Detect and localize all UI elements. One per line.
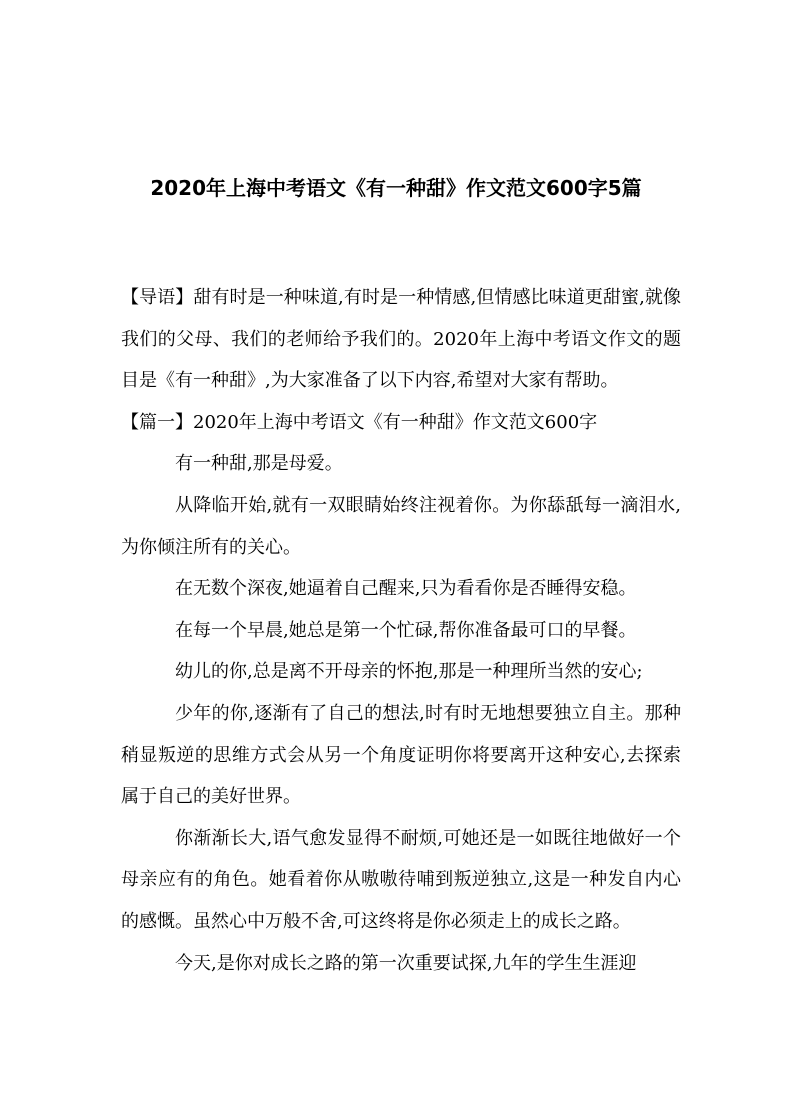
body-paragraph: 你渐渐长大,语气愈发显得不耐烦,可她还是一如既往地做好一个母亲应有的角色。她看着你从嗷嗷待哺到叛逆独立,这是一种发自内心的感慨。虽然心中万般不舍,可这终将是你必须走上的成长之路。 (121, 827, 681, 932)
page-title: 2020年上海中考语文《有一种甜》作文范文600字5篇 (150, 176, 642, 200)
body-paragraph: 有一种甜,那是母爱。 (175, 453, 343, 475)
body-paragraph: 在无数个深夜,她逼着自己醒来,只为看看你是否睡得安稳。 (175, 578, 637, 600)
body-paragraph: 在每一个早晨,她总是第一个忙碌,帮你准备最可口的早餐。 (175, 619, 637, 641)
body-paragraph: 幼儿的你,总是离不开母亲的怀抱,那是一种理所当然的安心; (175, 661, 643, 683)
body-paragraph: 少年的你,逐渐有了自己的想法,时有时无地想要独立自主。那种稍显叛逆的思维方式会从另一个角度证明你将要离开这种安心,去探索属于自己的美好世界。 (121, 702, 681, 808)
intro-paragraph: 【导语】甜有时是一种味道,有时是一种情感,但情感比味道更甜蜜,就像我们的父母、我们的老师给予我们的。2020年上海中考语文作文的题目是《有一种甜》,为大家准备了以下内容,希望对大家有帮助。 (121, 287, 681, 392)
body-paragraph: 今天,是你对成长之路的第一次重要试探,九年的学生生涯迎 (175, 952, 637, 974)
article-body (121, 277, 681, 984)
body-paragraph: 从降临开始,就有一双眼睛始终注视着你。为你舔舐每一滴泪水,为你倾注所有的关心。 (121, 494, 681, 558)
section-heading: 【篇一】2020年上海中考语文《有一种甜》作文范文600字 (121, 411, 598, 433)
